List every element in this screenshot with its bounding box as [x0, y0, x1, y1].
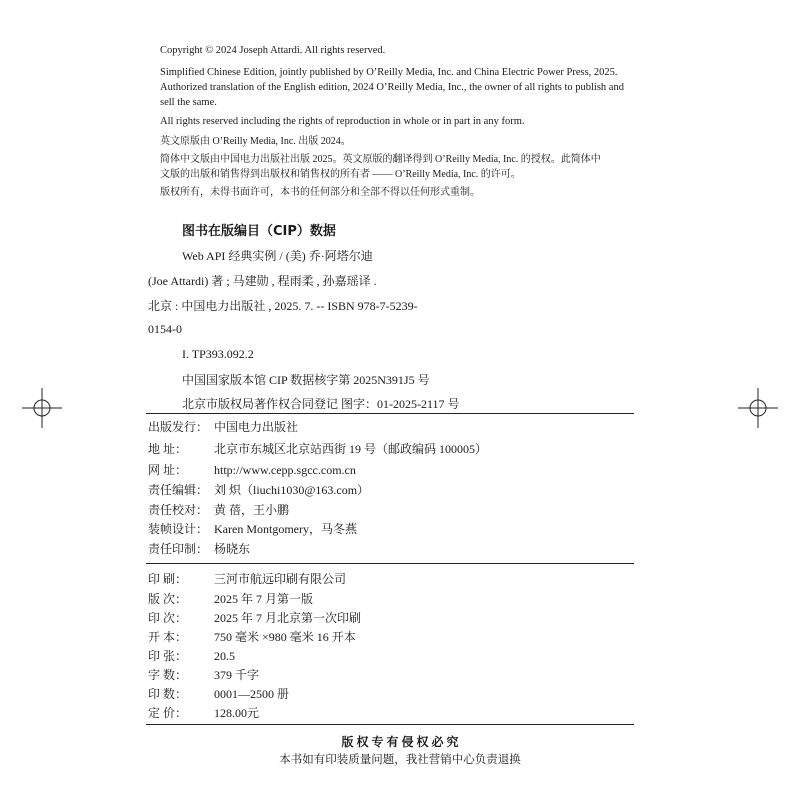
cip-line-5: I. TP393.092.2 — [182, 347, 254, 361]
publisher-label: 出版发行： — [148, 420, 209, 434]
print-manager-value: 杨晓东 — [214, 542, 251, 556]
format-value: 750 毫米 ×980 毫米 16 开本 — [214, 630, 356, 644]
cn-translation-line-1: 简体中文版由中国电力出版社出版 2025。英文原版的翻译得到 O’Reilly Media, Inc. 的授权。此简体中 — [160, 154, 601, 165]
publisher-row — [148, 418, 298, 435]
cip-line-4: 0154-0 — [148, 322, 182, 336]
rights-reserved-footer: 版 权 专 有 侵 权 必 究 — [341, 735, 459, 749]
sheets-value: 20.5 — [214, 649, 235, 663]
sheets-label: 印 张： — [148, 649, 188, 663]
designer-row — [148, 520, 357, 537]
word-count-row — [148, 666, 259, 683]
format-label: 开 本： — [148, 630, 188, 644]
divider-top — [146, 413, 634, 414]
editor-value: 刘 炽（liuchi1030@163.com） — [214, 483, 370, 497]
cip-line-6: 中国国家版本馆 CIP 数据核字第 2025N391J5 号 — [182, 373, 430, 387]
address-label: 地 址： — [148, 442, 188, 456]
address-row — [148, 440, 487, 457]
edition-row — [148, 590, 313, 607]
price-label: 定 价： — [148, 706, 188, 720]
printer-label: 印 刷： — [148, 572, 188, 586]
edition-value: 2025 年 7 月第一版 — [214, 592, 314, 606]
print-run-label: 印 数： — [148, 687, 188, 701]
return-notice: 本书如有印装质量问题，我社营销中心负责退换 — [279, 754, 521, 766]
format-row — [148, 628, 356, 645]
impression-row — [148, 609, 361, 626]
edition-label: 版 次： — [148, 592, 188, 606]
address-value: 北京市东城区北京站西街 19 号（邮政编码 100005） — [214, 442, 488, 456]
printer-row — [148, 570, 346, 587]
rights-reserved-line: All rights reserved including the rights of reproduction in whole or in part in any form. — [160, 116, 525, 127]
registration-mark-left-icon — [22, 388, 62, 428]
impression-label: 印 次： — [148, 611, 188, 625]
sheets-row — [148, 647, 235, 664]
edition-line-2: Authorized translation of the English edition, 2024 O’Reilly Media, Inc., the owner of all rights to publish and — [160, 82, 624, 93]
copyright-line: Copyright © 2024 Joseph Attardi. All rights reserved. — [160, 45, 386, 56]
publisher-value: 中国电力出版社 — [214, 420, 299, 434]
print-run-row — [148, 685, 289, 702]
registration-mark-right-icon — [738, 388, 778, 428]
divider-bottom — [146, 724, 634, 725]
cn-notice-line: 版权所有，未得书面许可，本书的任何部分和全部不得以任何形式重制。 — [160, 187, 480, 198]
cn-translation-line-2: 文版的出版和销售得到出版权和销售权的所有者 —— O’Reilly Media, Inc. 的许可。 — [160, 169, 521, 180]
cip-title: 图书在版编目（CIP）数据 — [182, 224, 336, 239]
word-count-label: 字 数： — [148, 668, 188, 682]
proofreader-value: 黄 蓓，王小鹏 — [214, 503, 290, 517]
editor-label: 责任编辑： — [148, 483, 209, 497]
cn-original-line: 英文原版由 O’Reilly Media, Inc. 出版 2024。 — [160, 136, 351, 147]
divider-middle — [146, 563, 634, 564]
cip-line-3: 北京 : 中国电力出版社 , 2025. 7. -- ISBN 978-7-5239- — [148, 299, 418, 313]
website-label: 网 址： — [148, 463, 188, 477]
proofreader-row — [148, 501, 289, 518]
impression-value: 2025 年 7 月北京第一次印刷 — [214, 611, 362, 625]
editor-row — [148, 481, 369, 498]
cip-line-7: 北京市版权局著作权合同登记 图字：01-2025-2117 号 — [182, 397, 460, 411]
website-row — [148, 461, 356, 478]
price-row — [148, 704, 259, 721]
cip-line-2: (Joe Attardi) 著 ; 马建勋 , 程雨柔 , 孙嘉瑶译 . — [148, 274, 377, 288]
cip-line-1: Web API 经典实例 / (美) 乔·阿塔尔迪 — [182, 249, 373, 263]
print-manager-label: 责任印制： — [148, 542, 209, 556]
word-count-value: 379 千字 — [214, 668, 260, 682]
print-run-value: 0001—2500 册 — [214, 687, 290, 701]
designer-value: Karen Montgomery，马冬燕 — [214, 522, 357, 536]
proofreader-label: 责任校对： — [148, 503, 209, 517]
printer-value: 三河市航远印刷有限公司 — [214, 572, 347, 586]
designer-label: 装帧设计： — [148, 522, 209, 536]
edition-line-3: sell the same. — [160, 97, 217, 108]
website-value: http://www.cepp.sgcc.com.cn — [214, 463, 356, 477]
edition-line-1: Simplified Chinese Edition, jointly published by O’Reilly Media, Inc. and China Electric Power Press, 2025. — [160, 67, 618, 78]
price-value: 128.00元 — [214, 706, 260, 720]
print-manager-row — [148, 540, 250, 557]
